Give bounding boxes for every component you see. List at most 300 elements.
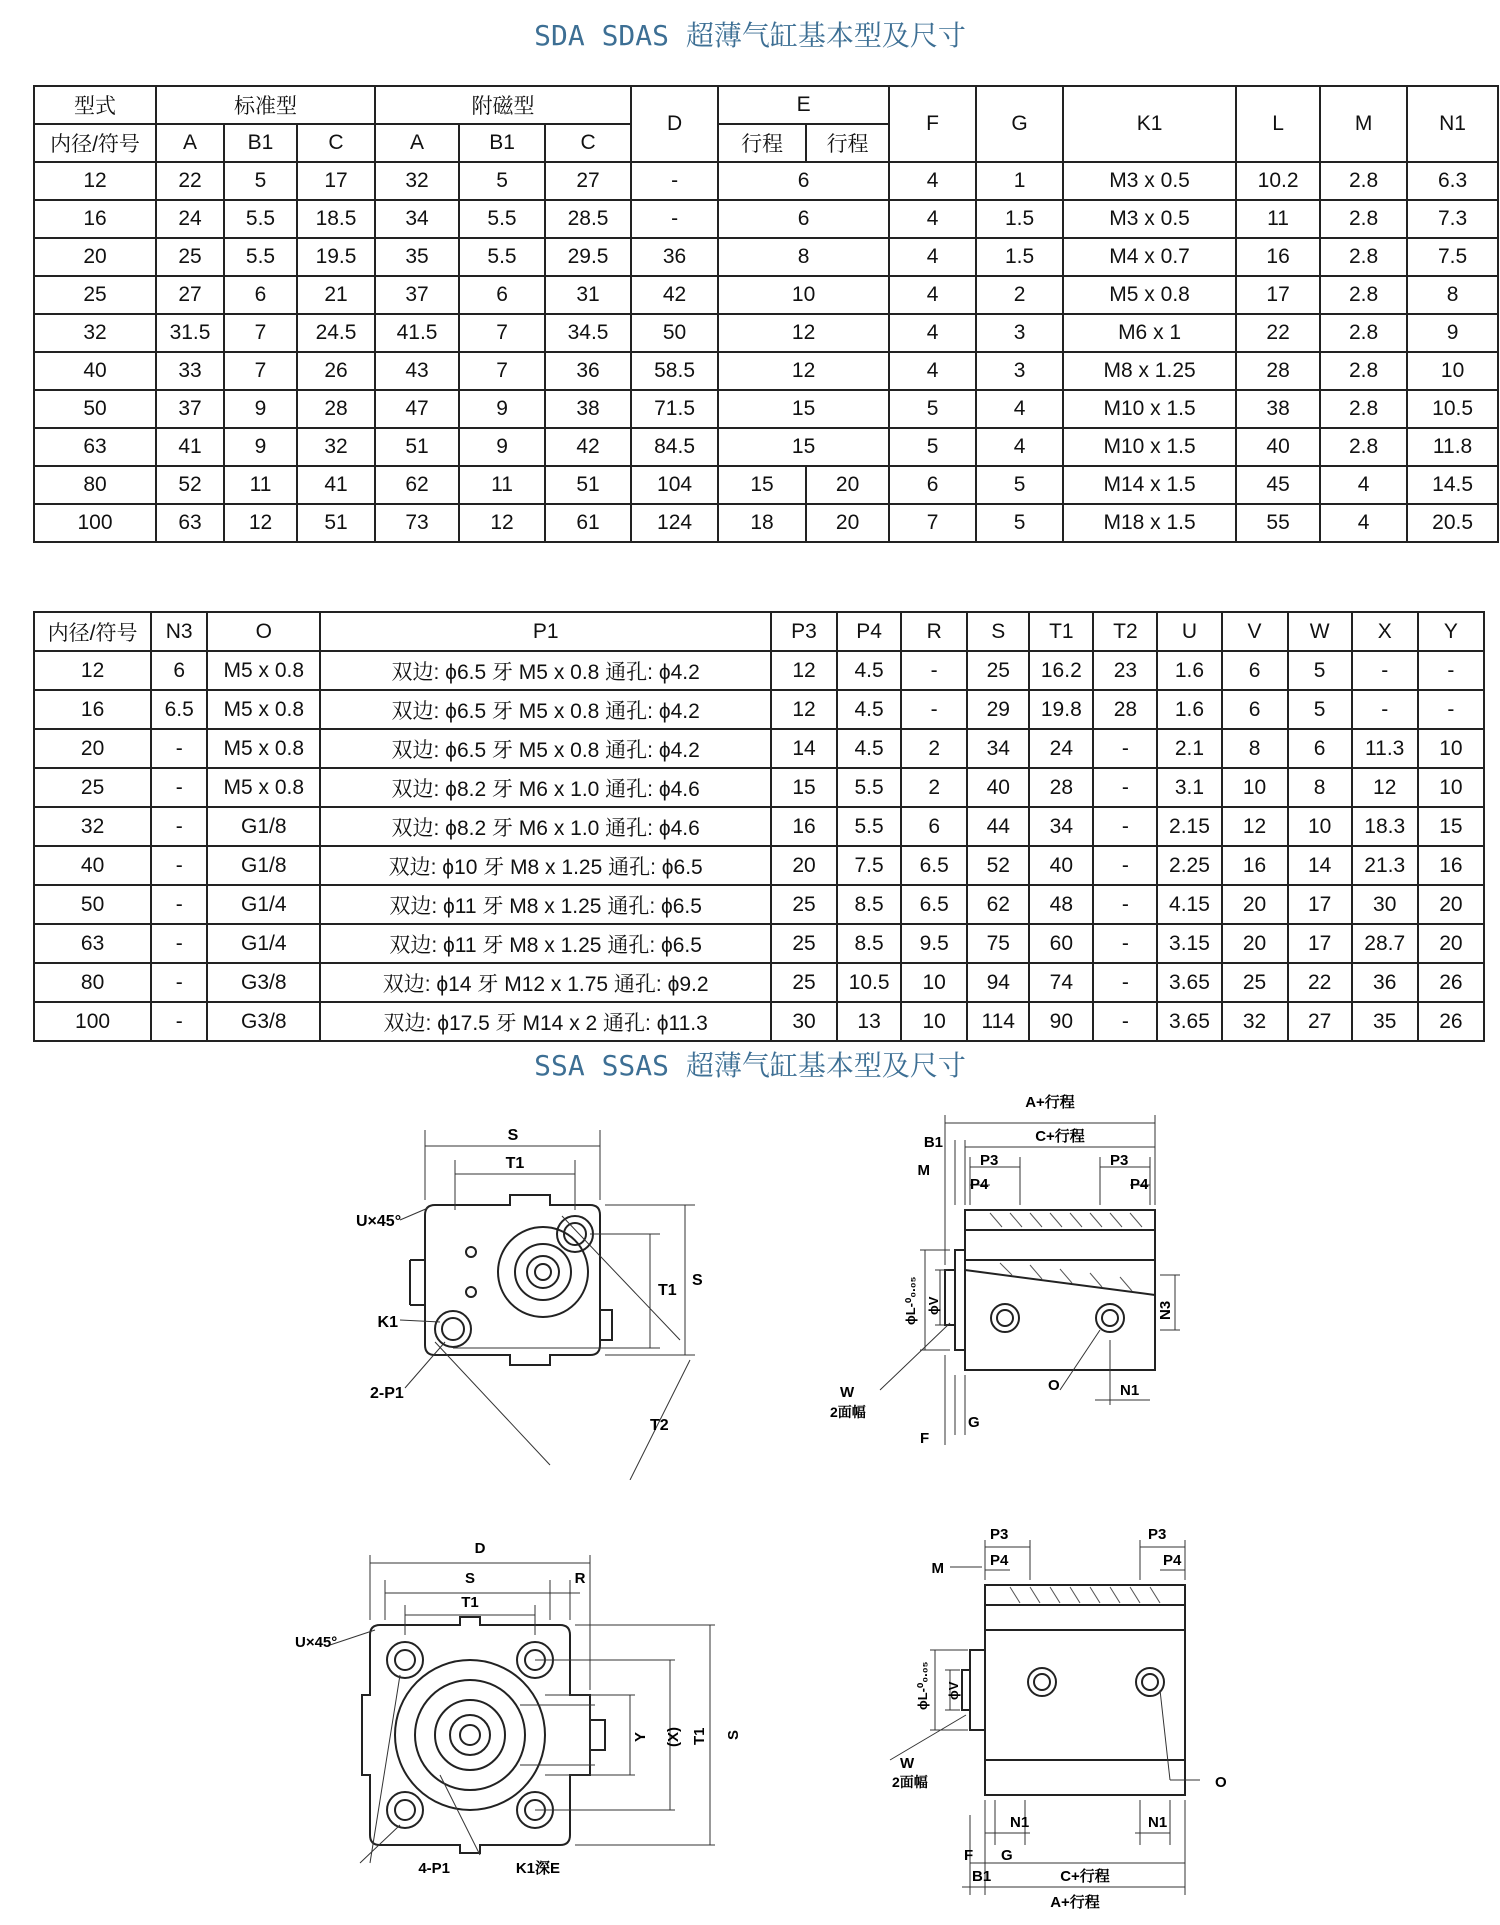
table-cell: 4 bbox=[889, 276, 976, 314]
table-cell: 94 bbox=[967, 963, 1029, 1002]
header-cell: F bbox=[889, 86, 976, 162]
table-cell: M5 x 0.8 bbox=[207, 651, 320, 690]
table-cell: - bbox=[151, 768, 207, 807]
table-cell: 9 bbox=[459, 390, 545, 428]
table-cell: 20 bbox=[1418, 924, 1484, 963]
table-cell: 14 bbox=[771, 729, 837, 768]
table-cell: 55 bbox=[1236, 504, 1320, 542]
header-cell: X bbox=[1352, 612, 1418, 651]
dim-label: A+行程 bbox=[1025, 1094, 1075, 1111]
table-cell: 45 bbox=[1236, 466, 1320, 504]
table-cell: 30 bbox=[1352, 885, 1418, 924]
table-cell: 22 bbox=[1288, 963, 1352, 1002]
table-cell: 7 bbox=[224, 352, 297, 390]
header-cell: C bbox=[545, 124, 631, 162]
table-cell: 90 bbox=[1029, 1002, 1093, 1041]
table-cell: - bbox=[1093, 768, 1157, 807]
table-cell: 6.3 bbox=[1407, 162, 1498, 200]
header-cell: 附磁型 bbox=[375, 86, 631, 124]
table-cell: 24 bbox=[156, 200, 224, 238]
table-cell: 18.5 bbox=[297, 200, 375, 238]
table-cell: 3.65 bbox=[1157, 1002, 1221, 1041]
header-cell: U bbox=[1157, 612, 1221, 651]
table-cell: 20.5 bbox=[1407, 504, 1498, 542]
table-cell: 80 bbox=[34, 963, 151, 1002]
table-cell: 双边: ϕ11 牙 M8 x 1.25 通孔: ϕ6.5 bbox=[320, 924, 771, 963]
table-cell: 48 bbox=[1029, 885, 1093, 924]
table-cell: 7.5 bbox=[1407, 238, 1498, 276]
page-subtitle-bottom: SSA SSAS 超薄气缸基本型及尺寸 bbox=[534, 1049, 966, 1082]
dimension-table-2 bbox=[33, 611, 1485, 1042]
table-cell: 40 bbox=[967, 768, 1029, 807]
header-cell: B1 bbox=[459, 124, 545, 162]
table-cell: 51 bbox=[375, 428, 459, 466]
table-row bbox=[34, 238, 1498, 276]
header-cell: T1 bbox=[1029, 612, 1093, 651]
table-cell: 7.3 bbox=[1407, 200, 1498, 238]
table-cell: 28 bbox=[297, 390, 375, 428]
header-cell: L bbox=[1236, 86, 1320, 162]
table-cell: 7 bbox=[889, 504, 976, 542]
table-cell: 4 bbox=[889, 162, 976, 200]
table-cell: 14 bbox=[1288, 846, 1352, 885]
table-cell: 42 bbox=[545, 428, 631, 466]
table-cell: - bbox=[1093, 729, 1157, 768]
table-cell: 1.5 bbox=[976, 238, 1063, 276]
header-cell: M bbox=[1320, 86, 1407, 162]
table-cell: 25 bbox=[771, 963, 837, 1002]
table-cell: 34.5 bbox=[545, 314, 631, 352]
table-cell: 6 bbox=[151, 651, 207, 690]
table-cell: 27 bbox=[1288, 1002, 1352, 1041]
table-cell: 8 bbox=[1222, 729, 1288, 768]
table-cell: 5.5 bbox=[224, 238, 297, 276]
table-cell: 7.5 bbox=[837, 846, 901, 885]
table-cell: 71.5 bbox=[631, 390, 718, 428]
dim-label: U×45° bbox=[356, 1213, 402, 1230]
table-cell: 16 bbox=[1236, 238, 1320, 276]
header-cell: 行程 bbox=[718, 124, 806, 162]
table-row bbox=[34, 162, 1498, 200]
dim-label: N3 bbox=[1157, 1300, 1174, 1320]
table-cell: M18 x 1.5 bbox=[1063, 504, 1236, 542]
table-cell: - bbox=[151, 807, 207, 846]
table-cell: 25 bbox=[771, 924, 837, 963]
table-cell: 51 bbox=[545, 466, 631, 504]
table-cell: 32 bbox=[1222, 1002, 1288, 1041]
table-cell: 10 bbox=[901, 1002, 967, 1041]
table-cell: 5 bbox=[1288, 690, 1352, 729]
table-cell: 40 bbox=[1236, 428, 1320, 466]
table-cell: 10 bbox=[1288, 807, 1352, 846]
header-cell: 型式 bbox=[34, 86, 156, 124]
table-cell: 12 bbox=[718, 314, 889, 352]
table-cell: - bbox=[1093, 1002, 1157, 1041]
header-cell: T2 bbox=[1093, 612, 1157, 651]
table-cell: M5 x 0.8 bbox=[207, 768, 320, 807]
table-cell: 11 bbox=[459, 466, 545, 504]
table-row bbox=[34, 963, 1484, 1002]
table-cell: 2.8 bbox=[1320, 314, 1407, 352]
dim-label: T1 bbox=[461, 1594, 479, 1611]
table-cell: 15 bbox=[1418, 807, 1484, 846]
table-cell: 25 bbox=[1222, 963, 1288, 1002]
dim-label: S bbox=[464, 1570, 476, 1587]
table-cell: 1.5 bbox=[976, 200, 1063, 238]
table-cell: - bbox=[151, 885, 207, 924]
header-cell: P1 bbox=[320, 612, 771, 651]
table-cell: 1.6 bbox=[1157, 690, 1221, 729]
header-cell: B1 bbox=[224, 124, 297, 162]
table-cell: 16 bbox=[771, 807, 837, 846]
table-cell: 双边: ϕ6.5 牙 M5 x 0.8 通孔: ϕ4.2 bbox=[320, 651, 771, 690]
table-cell: 2 bbox=[976, 276, 1063, 314]
table-cell: - bbox=[151, 846, 207, 885]
table-cell: 34 bbox=[967, 729, 1029, 768]
table-cell: 4 bbox=[889, 352, 976, 390]
table-cell: 5.5 bbox=[837, 768, 901, 807]
dim-label: U×45° bbox=[295, 1634, 338, 1651]
table-cell: 30 bbox=[771, 1002, 837, 1041]
dim-label: W bbox=[900, 1755, 915, 1772]
table-cell: - bbox=[151, 729, 207, 768]
header-cell: E bbox=[718, 86, 889, 124]
table-cell: 17 bbox=[1236, 276, 1320, 314]
dim-label: B1 bbox=[923, 1134, 943, 1151]
table-cell: 27 bbox=[545, 162, 631, 200]
table-cell: 25 bbox=[34, 276, 156, 314]
table-cell: 5.5 bbox=[837, 807, 901, 846]
table-cell: 50 bbox=[34, 390, 156, 428]
dim-label: 2-P1 bbox=[370, 1385, 404, 1402]
dim-label: C+行程 bbox=[1060, 1868, 1110, 1885]
table-cell: 12 bbox=[718, 352, 889, 390]
table-cell: 27 bbox=[156, 276, 224, 314]
table-cell: 7 bbox=[459, 314, 545, 352]
table-cell: 63 bbox=[156, 504, 224, 542]
table-cell: 12 bbox=[771, 651, 837, 690]
table-cell: 2.8 bbox=[1320, 390, 1407, 428]
header-cell: O bbox=[207, 612, 320, 651]
table-cell: 6 bbox=[1222, 690, 1288, 729]
dim-label: ϕV bbox=[946, 1681, 961, 1700]
table-cell: M5 x 0.8 bbox=[207, 690, 320, 729]
table-cell: 20 bbox=[1222, 924, 1288, 963]
dim-label: G bbox=[968, 1414, 980, 1431]
table-cell: 6 bbox=[718, 162, 889, 200]
table-cell: 37 bbox=[375, 276, 459, 314]
table-cell: 2.1 bbox=[1157, 729, 1221, 768]
table-cell: 5 bbox=[459, 162, 545, 200]
table-cell: 15 bbox=[771, 768, 837, 807]
header-cell: S bbox=[967, 612, 1029, 651]
table-cell: 34 bbox=[375, 200, 459, 238]
table-cell: 3 bbox=[976, 352, 1063, 390]
table-cell: 7 bbox=[459, 352, 545, 390]
table-cell: 12 bbox=[1222, 807, 1288, 846]
table-cell: 9 bbox=[1407, 314, 1498, 352]
table-cell: 41 bbox=[297, 466, 375, 504]
table-cell: - bbox=[151, 963, 207, 1002]
table-cell: 37 bbox=[156, 390, 224, 428]
table-cell: 5.5 bbox=[224, 200, 297, 238]
table-cell: G1/4 bbox=[207, 924, 320, 963]
table-cell: 40 bbox=[1029, 846, 1093, 885]
table-header-row bbox=[34, 612, 1484, 651]
table-cell: 1 bbox=[976, 162, 1063, 200]
table-cell: 104 bbox=[631, 466, 718, 504]
table-row bbox=[34, 651, 1484, 690]
table-cell: 6.5 bbox=[151, 690, 207, 729]
table-cell: 44 bbox=[967, 807, 1029, 846]
table-cell: 114 bbox=[967, 1002, 1029, 1041]
table-cell: 2.8 bbox=[1320, 276, 1407, 314]
table-cell: 63 bbox=[34, 428, 156, 466]
dim-label: P4 bbox=[1130, 1176, 1149, 1193]
header-cell: R bbox=[901, 612, 967, 651]
table-cell: 20 bbox=[771, 846, 837, 885]
table-cell: - bbox=[1352, 651, 1418, 690]
table-cell: 31.5 bbox=[156, 314, 224, 352]
dim-label: Y bbox=[632, 1731, 649, 1742]
dim-label: N1 bbox=[1148, 1814, 1168, 1831]
dim-label: M bbox=[917, 1162, 930, 1179]
table-cell: 29 bbox=[967, 690, 1029, 729]
table-cell: 62 bbox=[375, 466, 459, 504]
table-cell: 5 bbox=[224, 162, 297, 200]
table-cell: 2.8 bbox=[1320, 428, 1407, 466]
table-cell: 10 bbox=[1222, 768, 1288, 807]
table-cell: 14.5 bbox=[1407, 466, 1498, 504]
dim-label: K1深E bbox=[515, 1860, 560, 1877]
drawing-front-view-ssa bbox=[290, 1535, 770, 1895]
table-cell: 20 bbox=[1222, 885, 1288, 924]
table-cell: 16.2 bbox=[1029, 651, 1093, 690]
table-cell: 63 bbox=[34, 924, 151, 963]
table-cell: 32 bbox=[297, 428, 375, 466]
table-cell: 20 bbox=[1418, 885, 1484, 924]
table-cell: 6 bbox=[889, 466, 976, 504]
table-cell: 24 bbox=[1029, 729, 1093, 768]
table-cell: 18.3 bbox=[1352, 807, 1418, 846]
table-cell: 3.65 bbox=[1157, 963, 1221, 1002]
table-cell: 双边: ϕ10 牙 M8 x 1.25 通孔: ϕ6.5 bbox=[320, 846, 771, 885]
table-row bbox=[34, 466, 1498, 504]
table-cell: 9 bbox=[459, 428, 545, 466]
dim-label: T1 bbox=[658, 1282, 677, 1299]
table-cell: 4.5 bbox=[837, 690, 901, 729]
table-row bbox=[34, 314, 1498, 352]
table-cell: 28 bbox=[1093, 690, 1157, 729]
table-cell: 80 bbox=[34, 466, 156, 504]
table-cell: - bbox=[1352, 690, 1418, 729]
table-header-row bbox=[34, 86, 1498, 124]
dim-label: M bbox=[931, 1560, 944, 1577]
table-cell: 60 bbox=[1029, 924, 1093, 963]
dim-label: N1 bbox=[1120, 1382, 1140, 1399]
dim-label: (X) bbox=[665, 1727, 682, 1747]
table-cell: 4.15 bbox=[1157, 885, 1221, 924]
table-cell: 35 bbox=[375, 238, 459, 276]
table-cell: 84.5 bbox=[631, 428, 718, 466]
table-cell: 20 bbox=[806, 504, 889, 542]
table-row bbox=[34, 690, 1484, 729]
dim-label: O bbox=[1048, 1377, 1060, 1394]
dim-label: N1 bbox=[1010, 1814, 1030, 1831]
table-cell: 10.5 bbox=[1407, 390, 1498, 428]
table-cell: - bbox=[151, 1002, 207, 1041]
table-cell: - bbox=[901, 690, 967, 729]
dim-label: S bbox=[692, 1272, 703, 1289]
dim-label: P4 bbox=[990, 1552, 1009, 1569]
table-cell: G1/8 bbox=[207, 846, 320, 885]
table-cell: 28 bbox=[1236, 352, 1320, 390]
header-cell: 标准型 bbox=[156, 86, 375, 124]
table-cell: - bbox=[631, 162, 718, 200]
header-cell: 内径/符号 bbox=[34, 612, 151, 651]
table-cell: 41 bbox=[156, 428, 224, 466]
table-cell: 11.8 bbox=[1407, 428, 1498, 466]
table-row bbox=[34, 504, 1498, 542]
table-cell: 6 bbox=[901, 807, 967, 846]
table-cell: - bbox=[1418, 690, 1484, 729]
dim-label: B1 bbox=[972, 1868, 992, 1885]
table-cell: 10 bbox=[1418, 768, 1484, 807]
table-cell: 73 bbox=[375, 504, 459, 542]
table-cell: 10.2 bbox=[1236, 162, 1320, 200]
table-cell: 8 bbox=[1407, 276, 1498, 314]
table-cell: 35 bbox=[1352, 1002, 1418, 1041]
page-title-top: SDA SDAS 超薄气缸基本型及尺寸 bbox=[534, 19, 966, 52]
table-cell: 4 bbox=[889, 238, 976, 276]
table-cell: 36 bbox=[1352, 963, 1418, 1002]
header-cell: 行程 bbox=[806, 124, 889, 162]
table-row bbox=[34, 200, 1498, 238]
dim-label: T1 bbox=[505, 1155, 525, 1172]
dim-label: P3 bbox=[990, 1526, 1009, 1543]
table-cell: 51 bbox=[297, 504, 375, 542]
table-cell: 38 bbox=[545, 390, 631, 428]
table-cell: 8.5 bbox=[837, 885, 901, 924]
table-cell: 26 bbox=[297, 352, 375, 390]
table-cell: - bbox=[1093, 924, 1157, 963]
table-cell: 25 bbox=[771, 885, 837, 924]
table-cell: 61 bbox=[545, 504, 631, 542]
table-cell: 47 bbox=[375, 390, 459, 428]
dim-label: G bbox=[1001, 1847, 1013, 1864]
table-cell: 16 bbox=[1222, 846, 1288, 885]
table-cell: 31 bbox=[545, 276, 631, 314]
table-cell: 12 bbox=[224, 504, 297, 542]
dim-label: ϕV bbox=[926, 1296, 941, 1315]
header-cell: N1 bbox=[1407, 86, 1498, 162]
table-cell: 19.8 bbox=[1029, 690, 1093, 729]
table-cell: 23 bbox=[1093, 651, 1157, 690]
table-cell: 10.5 bbox=[837, 963, 901, 1002]
dim-label: T2 bbox=[650, 1417, 669, 1434]
table-row bbox=[34, 924, 1484, 963]
dim-label: A+行程 bbox=[1050, 1894, 1100, 1911]
table-cell: 2.8 bbox=[1320, 352, 1407, 390]
table-cell: 40 bbox=[34, 846, 151, 885]
table-row bbox=[34, 352, 1498, 390]
dim-label: F bbox=[964, 1847, 974, 1864]
table-cell: 4 bbox=[1320, 466, 1407, 504]
header-cell: C bbox=[297, 124, 375, 162]
table-cell: 52 bbox=[156, 466, 224, 504]
table-cell: 62 bbox=[967, 885, 1029, 924]
table-cell: 16 bbox=[34, 690, 151, 729]
table-cell: 4.5 bbox=[837, 651, 901, 690]
table-cell: - bbox=[1093, 846, 1157, 885]
table-cell: 3 bbox=[976, 314, 1063, 352]
table-cell: M10 x 1.5 bbox=[1063, 390, 1236, 428]
table-cell: 21.3 bbox=[1352, 846, 1418, 885]
table-cell: 100 bbox=[34, 504, 156, 542]
table-cell: 4 bbox=[889, 314, 976, 352]
table-cell: 17 bbox=[1288, 885, 1352, 924]
table-cell: 20 bbox=[806, 466, 889, 504]
table-cell: 15 bbox=[718, 390, 889, 428]
table-cell: 2.8 bbox=[1320, 162, 1407, 200]
table-row bbox=[34, 428, 1498, 466]
dimension-table-1 bbox=[33, 85, 1499, 543]
table-cell: 双边: ϕ17.5 牙 M14 x 2 通孔: ϕ11.3 bbox=[320, 1002, 771, 1041]
table-cell: 43 bbox=[375, 352, 459, 390]
table-cell: 15 bbox=[718, 428, 889, 466]
table-cell: 4.5 bbox=[837, 729, 901, 768]
header-cell: P4 bbox=[837, 612, 901, 651]
table-cell: 6.5 bbox=[901, 846, 967, 885]
table-cell: M6 x 1 bbox=[1063, 314, 1236, 352]
table-cell: 4 bbox=[976, 390, 1063, 428]
header-cell: N3 bbox=[151, 612, 207, 651]
table-cell: 28.7 bbox=[1352, 924, 1418, 963]
header-cell: Y bbox=[1418, 612, 1484, 651]
table-cell: 双边: ϕ8.2 牙 M6 x 1.0 通孔: ϕ4.6 bbox=[320, 807, 771, 846]
table-cell: 38 bbox=[1236, 390, 1320, 428]
table-cell: 32 bbox=[34, 314, 156, 352]
table-row bbox=[34, 390, 1498, 428]
table-cell: 6 bbox=[718, 200, 889, 238]
table-cell: 13 bbox=[837, 1002, 901, 1041]
table-cell: 32 bbox=[34, 807, 151, 846]
table-cell: 4 bbox=[889, 200, 976, 238]
dim-label: S bbox=[507, 1127, 519, 1144]
table-row bbox=[34, 1002, 1484, 1041]
table-cell: 25 bbox=[967, 651, 1029, 690]
table-cell: - bbox=[1093, 885, 1157, 924]
table-cell: 11.3 bbox=[1352, 729, 1418, 768]
table-cell: 5.5 bbox=[459, 200, 545, 238]
table-cell: 6.5 bbox=[901, 885, 967, 924]
table-cell: 36 bbox=[545, 352, 631, 390]
header-cell: D bbox=[631, 86, 718, 162]
table-cell: 2.15 bbox=[1157, 807, 1221, 846]
table-cell: M8 x 1.25 bbox=[1063, 352, 1236, 390]
table-cell: - bbox=[901, 651, 967, 690]
table-cell: 22 bbox=[1236, 314, 1320, 352]
table-cell: 4 bbox=[1320, 504, 1407, 542]
table-cell: 124 bbox=[631, 504, 718, 542]
dim-label: T1 bbox=[691, 1727, 708, 1745]
dim-label: P3 bbox=[980, 1152, 999, 1169]
dim-label: 4-P1 bbox=[418, 1860, 450, 1877]
table-cell: 双边: ϕ6.5 牙 M5 x 0.8 通孔: ϕ4.2 bbox=[320, 729, 771, 768]
dim-label: 2面幅 bbox=[830, 1404, 866, 1420]
table-row bbox=[34, 846, 1484, 885]
table-cell: 10 bbox=[718, 276, 889, 314]
